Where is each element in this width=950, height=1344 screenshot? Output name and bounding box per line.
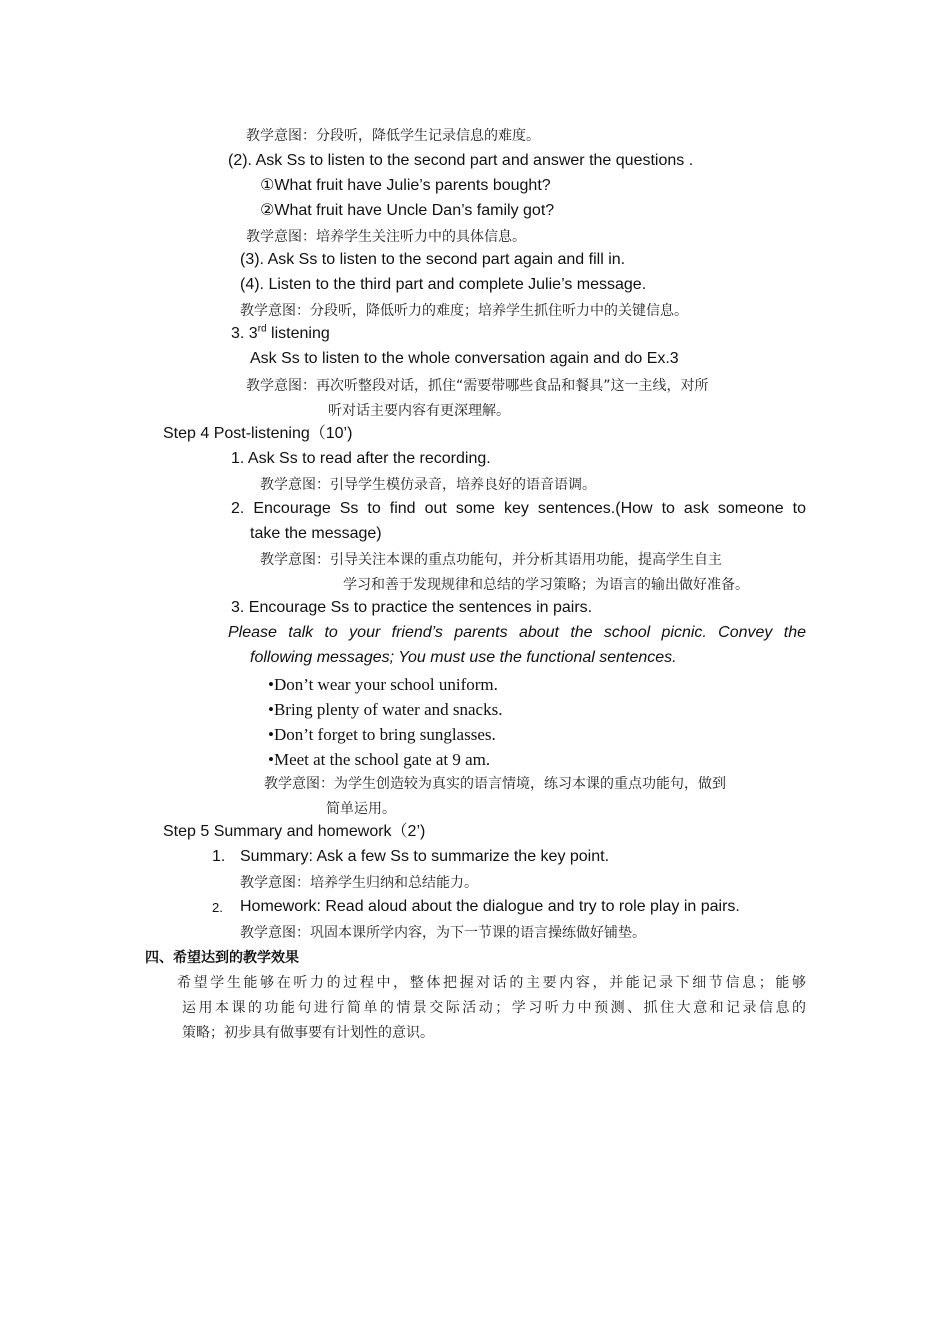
intent-note: 简单运用。: [326, 801, 396, 817]
step-heading: Step 5 Summary and homework（2’): [163, 823, 426, 840]
message-bullet: •Bring plenty of water and snacks.: [268, 700, 503, 719]
activity-item: Summary: Ask a few Ss to summarize the key point.: [240, 848, 610, 865]
question-item: ②What fruit have Uncle Dan’s family got?: [260, 202, 555, 219]
intent-note: 学习和善于发现规律和总结的学习策略；为语言的输出做好准备。: [343, 577, 749, 593]
message-bullet: •Don’t forget to bring sunglasses.: [268, 725, 496, 744]
activity-item: (3). Ask Ss to listen to the second part again and fill in.: [240, 251, 626, 268]
intent-note: 教学意图：引导学生模仿录音，培养良好的语音语调。: [260, 477, 596, 493]
intent-note: 听对话主要内容有更深理解。: [328, 403, 510, 419]
activity-heading: 3. 3rd listening: [231, 323, 330, 342]
activity-item: Homework: Read aloud about the dialogue and try to role play in pairs.: [240, 898, 740, 915]
list-number: 2.: [212, 900, 223, 915]
body-paragraph: 运用本课的功能句进行简单的情景交际活动；学习听力中预测、抓住大意和记录信息的: [182, 1000, 806, 1016]
question-item: ①What fruit have Julie’s parents bought?: [260, 177, 551, 194]
body-paragraph: 策略；初步具有做事要有计划性的意识。: [182, 1025, 434, 1041]
intent-note: 教学意图：再次听整段对话，抓住“需要带哪些食品和餐具”这一主线，对所: [246, 378, 709, 394]
message-bullet: •Don’t wear your school uniform.: [268, 675, 498, 694]
step-heading: Step 4 Post-listening（10’): [163, 425, 353, 442]
activity-item: 3. Encourage Ss to practice the sentences in pairs.: [231, 599, 593, 616]
intent-note: 教学意图：分段听，降低听力的难度；培养学生抓住听力中的关键信息。: [240, 303, 688, 319]
activity-item: Ask Ss to listen to the whole conversation again and do Ex.3: [250, 350, 679, 367]
intent-note: 教学意图：分段听，降低学生记录信息的难度。: [246, 128, 540, 144]
intent-note: 教学意图：培养学生归纳和总结能力。: [240, 875, 478, 891]
activity-item: (2). Ask Ss to listen to the second part and answer the questions .: [228, 152, 694, 169]
intent-note: 教学意图：巩固本课所学内容，为下一节课的语言操练做好铺垫。: [240, 925, 646, 941]
activity-item: 1. Ask Ss to read after the recording.: [231, 450, 491, 467]
list-number: 1.: [212, 848, 226, 865]
intent-note: 教学意图：引导关注本课的重点功能句，并分析其语用功能，提高学生自主: [260, 552, 722, 568]
message-bullet: •Meet at the school gate at 9 am.: [268, 750, 491, 769]
section-heading: 四、希望达到的教学效果: [145, 950, 299, 966]
task-instruction: following messages; You must use the functional sentences.: [250, 649, 677, 666]
body-paragraph: 希望学生能够在听力的过程中，整体把握对话的主要内容，并能记录下细节信息；能够: [177, 975, 806, 991]
activity-item-continued: take the message): [250, 525, 382, 542]
activity-item: (4). Listen to the third part and complete Julie’s message.: [240, 276, 647, 293]
task-instruction: Please talk to your friend’s parents about the school picnic. Convey the: [228, 624, 806, 641]
intent-note: 教学意图：为学生创造较为真实的语言情境，练习本课的重点功能句，做到: [264, 776, 726, 792]
activity-item: 2. Encourage Ss to find out some key sentences.(How to ask someone to: [231, 500, 806, 517]
intent-note: 教学意图：培养学生关注听力中的具体信息。: [246, 229, 526, 245]
